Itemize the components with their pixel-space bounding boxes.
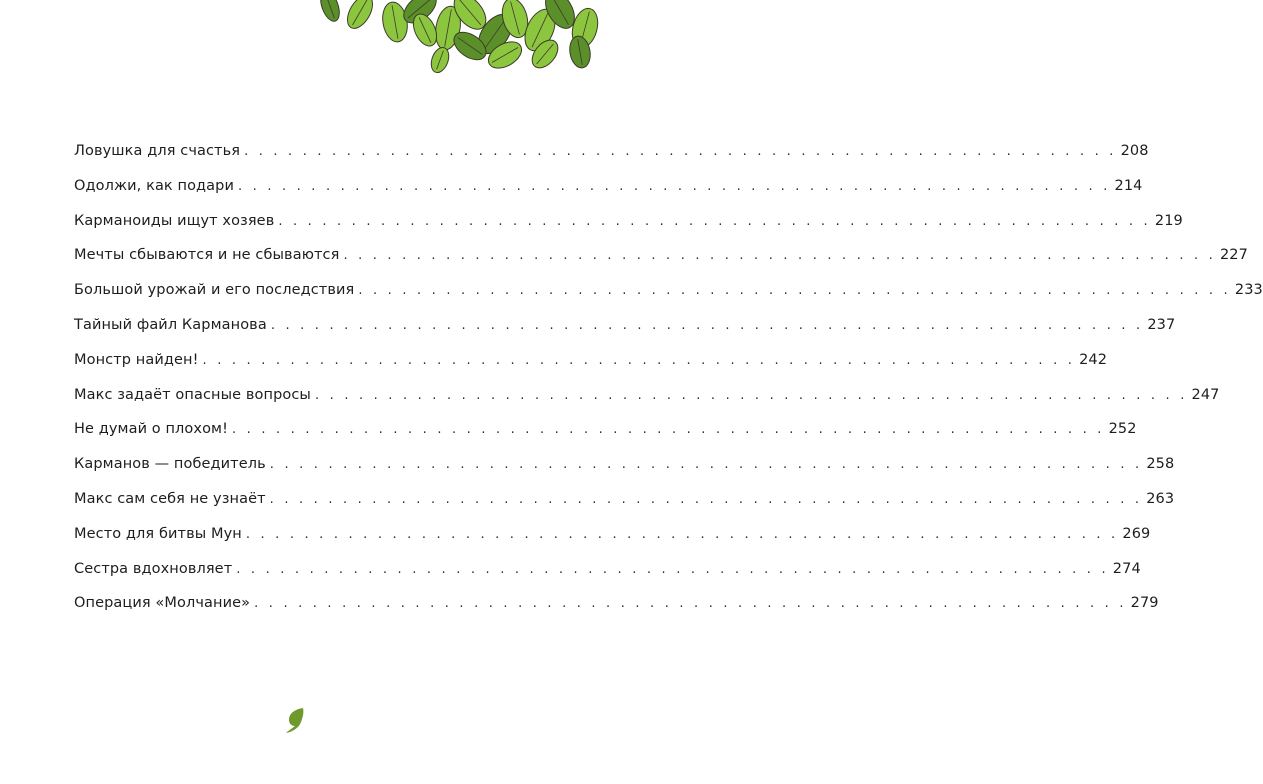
- toc-entry: [74, 560, 1141, 596]
- toc-entry: [74, 595, 1159, 630]
- toc-entry: [74, 177, 1143, 213]
- toc-entry: [74, 525, 1151, 561]
- toc-entry-page-number: 247: [1191, 386, 1220, 403]
- dot-leader: . . . . . . . . . . . . . . . . . . . . . . . . . . . . . . . . . . . . . . . . . . . . . . . . . . . . . . . . . . . .: [269, 457, 1143, 473]
- toc-entry-page-number: 237: [1147, 316, 1176, 333]
- toc-entry: [74, 351, 1108, 387]
- toc-entry-page-number: 214: [1114, 177, 1143, 194]
- toc-entry-page-number: 208: [1120, 143, 1149, 159]
- toc-entry: [74, 212, 1183, 248]
- dot-leader: . . . . . . . . . . . . . . . . . . . . . . . . . . . . . . . . . . . . . . . . . . . . . . . . . . . . . . . . . . . .: [237, 178, 1111, 194]
- toc-entry-page-number: 219: [1154, 212, 1183, 229]
- toc-entry-title: Макс сам себя не узнаёт: [74, 490, 266, 507]
- toc-entry: [74, 456, 1175, 491]
- toc-entry-title: Ловушка для счастья: [74, 143, 241, 159]
- toc-entry: [74, 386, 1220, 422]
- toc-entry-page-number: 227: [1219, 247, 1248, 264]
- dot-leader: . . . . . . . . . . . . . . . . . . . . . . . . . . . . . . . . . . . . . . . . . . . . . . . . . . . . . . . . . . . .: [314, 387, 1188, 403]
- toc-entry-title: Монстр найден!: [74, 351, 199, 368]
- toc-entry: [74, 421, 1137, 456]
- toc-entry-page-number: 233: [1234, 282, 1263, 299]
- toc-entry-page-number: 263: [1146, 490, 1175, 507]
- toc-entry-page-number: 258: [1146, 456, 1175, 473]
- dot-leader: . . . . . . . . . . . . . . . . . . . . . . . . . . . . . . . . . . . . . . . . . . . . . . . . . . . . . . . . . . . .: [232, 422, 1105, 438]
- toc-entry-title: Одолжи, как подари: [74, 177, 234, 194]
- toc-entry-title: Операция «Молчание»: [74, 595, 251, 612]
- toc-entry-title: Тайный файл Карманова: [74, 316, 267, 333]
- dot-leader: . . . . . . . . . . . . . . . . . . . . . . . . . . . . . . . . . . . . . . . . . . . . . . . . . . . . . . . . . . . .: [244, 144, 1117, 159]
- toc-entry-title: Не думай о плохом!: [74, 421, 229, 438]
- toc-entry-page-number: 242: [1079, 351, 1108, 368]
- dot-leader: . . . . . . . . . . . . . . . . . . . . . . . . . . . . . . . . . . . . . . . . . . . . . . . . . . . . . . . . . . . .: [202, 352, 1076, 368]
- dot-leader: . . . . . . . . . . . . . . . . . . . . . . . . . . . . . . . . . . . . . . . . . . . . . . . . . . . . . . . . . . . .: [236, 561, 1109, 577]
- toc-entry-title: Большой урожай и его последствия: [74, 282, 355, 299]
- dot-leader: . . . . . . . . . . . . . . . . . . . . . . . . . . . . . . . . . . . . . . . . . . . . . . . . . . . . . . . . . . . .: [269, 491, 1143, 507]
- dot-leader: . . . . . . . . . . . . . . . . . . . . . . . . . . . . . . . . . . . . . . . . . . . . . . . . . . . . . . . . . . . .: [245, 526, 1119, 542]
- toc-entry: [74, 247, 1248, 282]
- dot-leader: . . . . . . . . . . . . . . . . . . . . . . . . . . . . . . . . . . . . . . . . . . . . . . . . . . . . . . . . . . . .: [343, 248, 1216, 264]
- dot-leader: . . . . . . . . . . . . . . . . . . . . . . . . . . . . . . . . . . . . . . . . . . . . . . . . . . . . . . . . . . . .: [278, 213, 1151, 229]
- leaf-shape: [317, 0, 343, 24]
- leaf-page-ornament: [283, 706, 307, 734]
- toc-entry: [74, 282, 1263, 317]
- dot-leader: . . . . . . . . . . . . . . . . . . . . . . . . . . . . . . . . . . . . . . . . . . . . . . . . . . . . . . . . . . . .: [254, 596, 1127, 612]
- toc-entry-title: Сестра вдохновляет: [74, 560, 233, 577]
- toc-entry-title: Карманов — победитель: [74, 456, 266, 473]
- toc-entry-page-number: 252: [1108, 421, 1137, 438]
- toc-entry-title: Макс задаёт опасные вопросы: [74, 386, 311, 403]
- toc-entry: [74, 143, 1149, 178]
- table-of-contents: [74, 143, 1263, 630]
- leaf-shape: [342, 0, 377, 33]
- toc-entry-page-number: 274: [1112, 560, 1141, 577]
- toc-entry-page-number: 279: [1130, 595, 1159, 612]
- toc-entry-title: Мечты сбываются и не сбываются: [74, 247, 340, 264]
- toc-entry: [74, 316, 1176, 352]
- toc-entry: [74, 490, 1175, 526]
- tree-leaves-illustration: [300, 0, 600, 80]
- toc-entry-title: Карманоиды ищут хозяев: [74, 212, 275, 229]
- toc-entry-page-number: 269: [1122, 525, 1151, 542]
- toc-entry-title: Место для битвы Мун: [74, 525, 242, 542]
- dot-leader: . . . . . . . . . . . . . . . . . . . . . . . . . . . . . . . . . . . . . . . . . . . . . . . . . . . . . . . . . . . .: [358, 283, 1231, 299]
- dot-leader: . . . . . . . . . . . . . . . . . . . . . . . . . . . . . . . . . . . . . . . . . . . . . . . . . . . . . . . . . . . .: [270, 317, 1144, 333]
